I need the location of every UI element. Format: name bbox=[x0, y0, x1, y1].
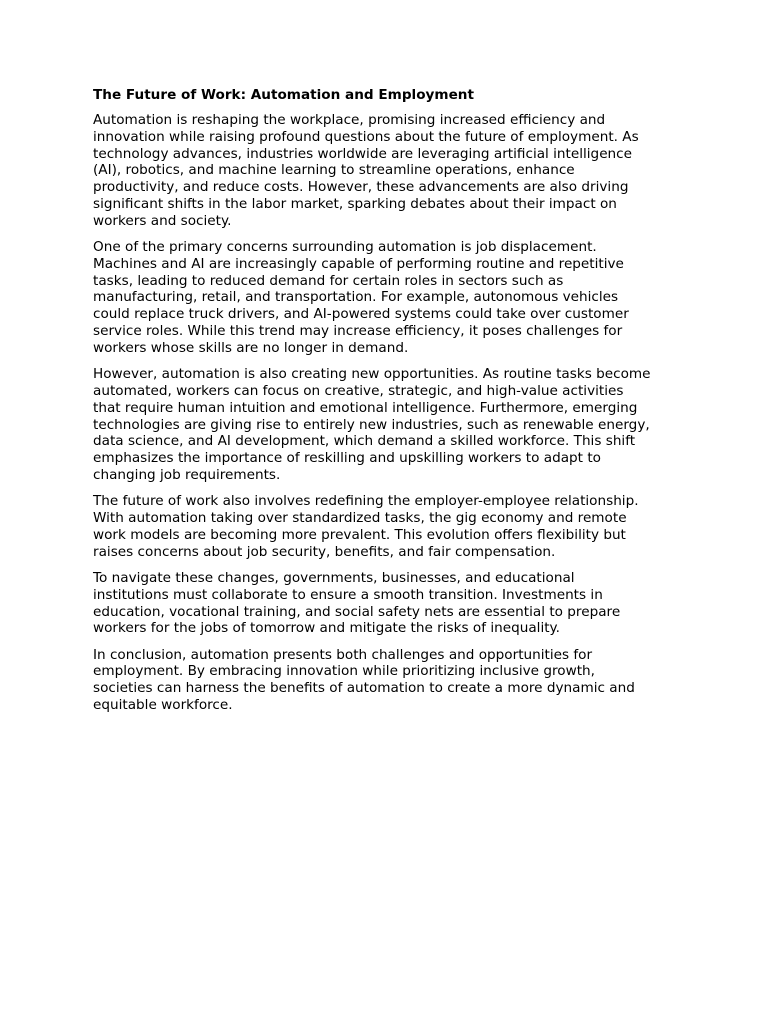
paragraph-line: tasks, leading to reduced demand for certain roles in sectors such as bbox=[93, 272, 564, 289]
paragraph-job-displacement bbox=[93, 239, 683, 357]
paragraph-line: societies can harness the benefits of automation to create a more dynamic and bbox=[93, 680, 635, 697]
paragraph-line: could replace truck drivers, and AI-powered systems could take over customer bbox=[93, 306, 629, 323]
paragraph-line: With automation taking over standardized tasks, the gig economy and remote bbox=[93, 510, 627, 527]
paragraph-line: To navigate these changes, governments, businesses, and educational bbox=[93, 569, 575, 586]
paragraph-line: significant shifts in the labor market, sparking debates about their impact on bbox=[93, 195, 617, 212]
paragraph-line: Machines and AI are increasingly capable of performing routine and repetitive bbox=[93, 255, 624, 272]
paragraph-line: Automation is reshaping the workplace, promising increased efficiency and bbox=[93, 112, 606, 128]
paragraph-line: raises concerns about job security, benefits, and fair compensation. bbox=[93, 543, 556, 560]
paragraph-line: work models are becoming more prevalent. This evolution offers flexibility but bbox=[93, 526, 626, 543]
paragraph-line: In conclusion, automation presents both challenges and opportunities for bbox=[93, 646, 593, 663]
paragraph-line: equitable workforce. bbox=[93, 697, 233, 713]
paragraph-line: productivity, and reduce costs. However, these advancements are also driving bbox=[93, 179, 629, 196]
paragraph-line: One of the primary concerns surrounding automation is job displacement. bbox=[93, 239, 597, 256]
paragraph-line: changing job requirements. bbox=[93, 466, 281, 483]
paragraph-line: institutions must collaborate to ensure a smooth transition. Investments in bbox=[93, 586, 603, 603]
paragraph-line: manufacturing, retail, and transportation. For example, autonomous vehicles bbox=[93, 289, 619, 306]
document-title: The Future of Work: Automation and Employment bbox=[93, 87, 474, 103]
paragraph-line: technologies are giving rise to entirely new industries, such as renewable energy, bbox=[93, 416, 650, 433]
paragraph-conclusion bbox=[93, 647, 683, 714]
paragraph-line: The future of work also involves redefining the employer-employee relationship. bbox=[93, 493, 639, 510]
paragraph-line: data science, and AI development, which demand a skilled workforce. This shift bbox=[93, 433, 636, 450]
paragraph-line: emphasizes the importance of reskilling and upskilling workers to adapt to bbox=[93, 450, 601, 467]
paragraph-navigating-changes bbox=[93, 570, 683, 637]
paragraph-line: innovation while raising profound questions about the future of employment. As bbox=[93, 128, 639, 145]
paragraph-line: technology advances, industries worldwide are leveraging artificial intelligence bbox=[93, 145, 633, 162]
paragraph-intro bbox=[93, 112, 683, 230]
paragraph-line: service roles. While this trend may increase efficiency, it poses challenges for bbox=[93, 323, 623, 340]
document-body bbox=[93, 86, 683, 723]
paragraph-line: education, vocational training, and social safety nets are essential to prepare bbox=[93, 603, 621, 620]
paragraph-new-opportunities bbox=[93, 366, 683, 484]
paragraph-line: workers and society. bbox=[93, 212, 232, 229]
paragraph-line: automated, workers can focus on creative, strategic, and high-value activities bbox=[93, 382, 624, 399]
paragraph-line: However, automation is also creating new opportunities. As routine tasks become bbox=[93, 366, 651, 383]
paragraph-line: that require human intuition and emotional intelligence. Furthermore, emerging bbox=[93, 399, 638, 416]
paragraph-employer-relationship bbox=[93, 493, 683, 560]
paragraph-line: workers whose skills are no longer in demand. bbox=[93, 339, 409, 356]
paragraph-line: (AI), robotics, and machine learning to streamline operations, enhance bbox=[93, 162, 575, 179]
paragraph-line: workers for the jobs of tomorrow and mitigate the risks of inequality. bbox=[93, 620, 560, 637]
paragraph-line: employment. By embracing innovation while prioritizing inclusive growth, bbox=[93, 663, 595, 680]
